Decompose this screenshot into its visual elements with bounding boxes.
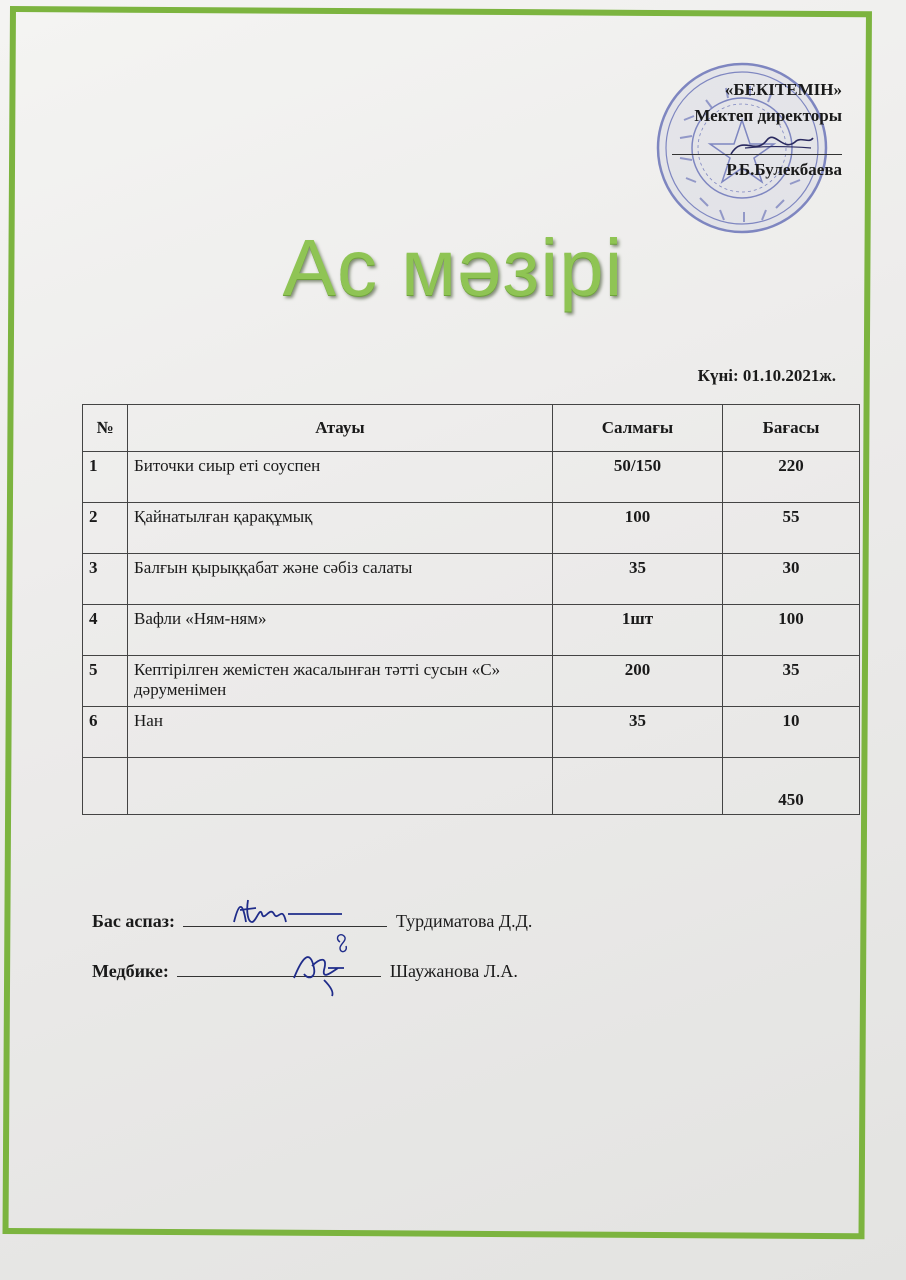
header-name: Атауы [128, 405, 553, 452]
row-name: Кептірілген жемістен жасалынған тәтті сусын «С» дәруменімен [128, 656, 553, 707]
table-row [83, 656, 860, 707]
menu-title: Ас мәзірі [282, 223, 624, 312]
row-price: 100 [723, 605, 860, 656]
row-weight: 100 [553, 503, 723, 554]
chef-label: Бас аспаз: [92, 911, 175, 931]
row-weight: 50/150 [553, 452, 723, 503]
row-num: 3 [83, 554, 128, 605]
header-weight: Салмағы [553, 405, 723, 452]
row-price: 30 [723, 554, 860, 605]
row-name: Вафли «Ням-ням» [128, 605, 553, 656]
row-name: Биточки сиыр еті соуспен [128, 452, 553, 503]
row-num: 6 [83, 707, 128, 758]
total-price: 450 [723, 758, 860, 815]
menu-date: Күні: 01.10.2021ж. [697, 366, 836, 385]
nurse-name: Шаужанова Л.А. [389, 961, 518, 981]
header-num: № [83, 405, 128, 452]
header-price: Бағасы [723, 405, 860, 452]
total-empty-cell [83, 758, 128, 815]
row-name: Нан [128, 707, 553, 758]
menu-table [82, 404, 860, 815]
table-total-row [83, 758, 860, 815]
row-weight: 35 [553, 554, 723, 605]
row-name: Қайнатылған қарақұмық [128, 503, 553, 554]
total-empty-cell [553, 758, 723, 815]
row-num: 2 [83, 503, 128, 554]
row-price: 55 [723, 503, 860, 554]
row-num: 5 [83, 656, 128, 707]
row-name: Балғын қырыққабат және сәбіз салаты [128, 554, 553, 605]
chef-name: Турдиматова Д.Д. [395, 911, 533, 931]
table-row [83, 707, 860, 758]
table-row [83, 605, 860, 656]
chef-signature [226, 892, 346, 932]
table-row [83, 503, 860, 554]
table-row [83, 452, 860, 503]
nurse-signature [284, 928, 364, 998]
row-num: 1 [83, 452, 128, 503]
row-weight: 200 [553, 656, 723, 707]
director-signature [725, 126, 815, 162]
approval-role: Мектеп директоры [694, 106, 842, 125]
row-weight: 1шт [553, 605, 723, 656]
row-price: 35 [723, 656, 860, 707]
table-header-row [83, 405, 860, 452]
total-empty-cell [128, 758, 553, 815]
table-row [83, 554, 860, 605]
row-weight: 35 [553, 707, 723, 758]
row-num: 4 [83, 605, 128, 656]
row-price: 10 [723, 707, 860, 758]
row-price: 220 [723, 452, 860, 503]
approval-signature-line [672, 154, 842, 155]
nurse-label: Медбике: [92, 961, 169, 981]
approval-title: «БЕКІТЕМІН» [724, 80, 842, 99]
approval-block [640, 60, 870, 240]
director-name: Р.Б.Булекбаева [726, 160, 842, 179]
